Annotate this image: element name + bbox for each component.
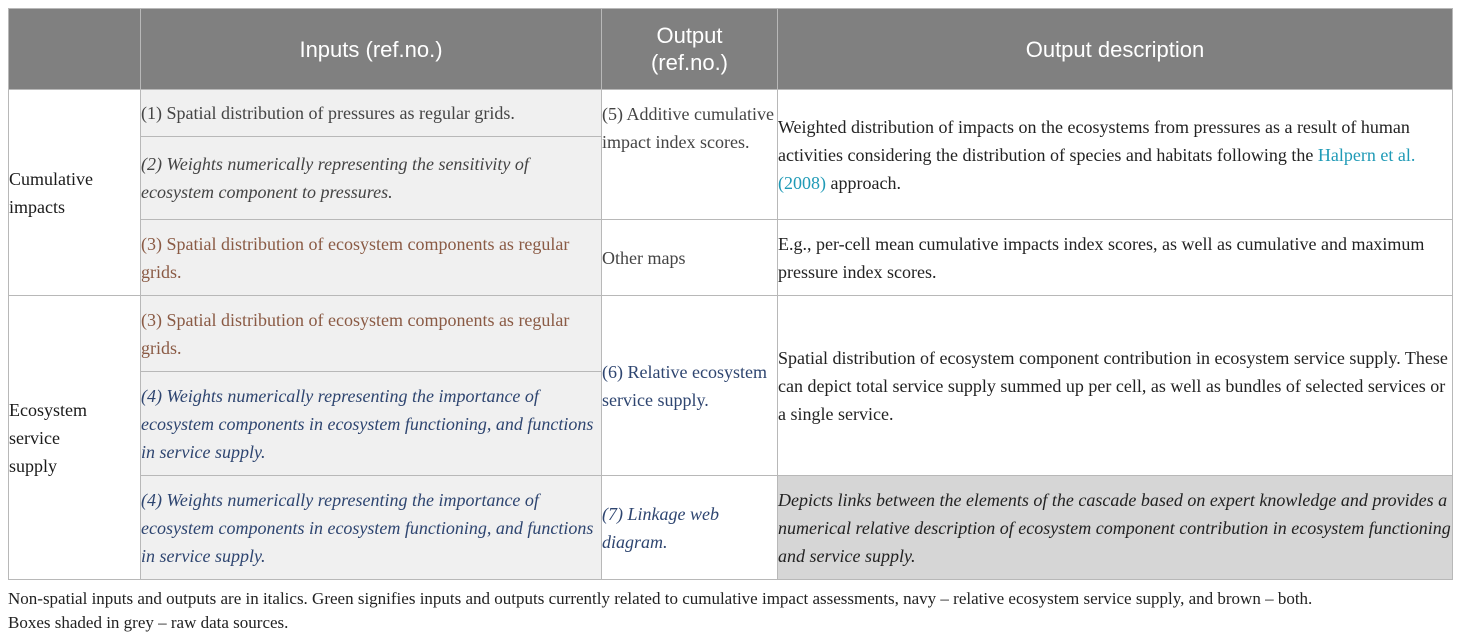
table-row bbox=[9, 296, 1453, 372]
output-cell-7: (7) Linkage web diagram. bbox=[602, 476, 778, 580]
table-row bbox=[9, 220, 1453, 296]
header-blank bbox=[9, 9, 141, 90]
table-row bbox=[9, 476, 1453, 580]
input-cell-4b: (4) Weights numerically representing the importance of ecosystem components in ecosystem functioning, and functions in service supply. bbox=[141, 476, 602, 580]
methods-table bbox=[8, 8, 1453, 580]
header-output-label: Output (ref.no.) bbox=[650, 23, 729, 75]
description-text-end: approach. bbox=[830, 172, 901, 193]
output-cell-6: (6) Relative ecosystem service supply. bbox=[602, 296, 778, 476]
halpern-citation-link[interactable]: Halpern et al. (2008) bbox=[778, 144, 1416, 193]
output-cell-other-maps: Other maps bbox=[602, 220, 778, 296]
input-cell-1: (1) Spatial distribution of pressures as regular grids. bbox=[141, 90, 602, 137]
category-label: Cumulative impacts bbox=[9, 168, 93, 217]
input-cell-3b: (3) Spatial distribution of ecosystem components as regular grids. bbox=[141, 296, 602, 372]
footnote-line-2: Boxes shaded in grey – raw data sources. bbox=[8, 613, 289, 632]
description-cell-6: Spatial distribution of ecosystem component contribution in ecosystem service supply. These can depict total service supply summed up per cell, as well as bundles of selected services or a single service. bbox=[778, 296, 1453, 476]
description-cell-5 bbox=[778, 90, 1453, 220]
category-ecosystem-service-supply bbox=[9, 296, 141, 580]
input-cell-3: (3) Spatial distribution of ecosystem components as regular grids. bbox=[141, 220, 602, 296]
description-cell-other-maps: E.g., per-cell mean cumulative impacts index scores, as well as cumulative and maximum pressure index scores. bbox=[778, 220, 1453, 296]
header-output-description: Output description bbox=[778, 9, 1453, 90]
input-cell-4: (4) Weights numerically representing the importance of ecosystem components in ecosystem functioning, and functions in service supply. bbox=[141, 372, 602, 476]
category-label: Ecosystem service supply bbox=[9, 399, 87, 476]
header-output bbox=[602, 9, 778, 90]
description-cell-7: Depicts links between the elements of the cascade based on expert knowledge and provides a numerical relative description of ecosystem component contribution in ecosystem functioning and service supply. bbox=[778, 476, 1453, 580]
input-cell-2: (2) Weights numerically representing the sensitivity of ecosystem component to pressures. bbox=[141, 137, 602, 220]
output-cell-5: (5) Additive cumulative impact index scores. bbox=[602, 90, 778, 220]
description-text: Weighted distribution of impacts on the ecosystems from pressures as a result of human activities considering the distribution of species and habitats following the bbox=[778, 116, 1410, 165]
category-cumulative-impacts bbox=[9, 90, 141, 296]
header-inputs: Inputs (ref.no.) bbox=[141, 9, 602, 90]
table-row bbox=[9, 90, 1453, 137]
table-footnote bbox=[8, 587, 1452, 635]
footnote-line-1: Non-spatial inputs and outputs are in italics. Green signifies inputs and outputs currently related to cumulative impact assessments, navy – relative ecosystem service supply, and brown – both. bbox=[8, 589, 1313, 608]
header-row bbox=[9, 9, 1453, 90]
